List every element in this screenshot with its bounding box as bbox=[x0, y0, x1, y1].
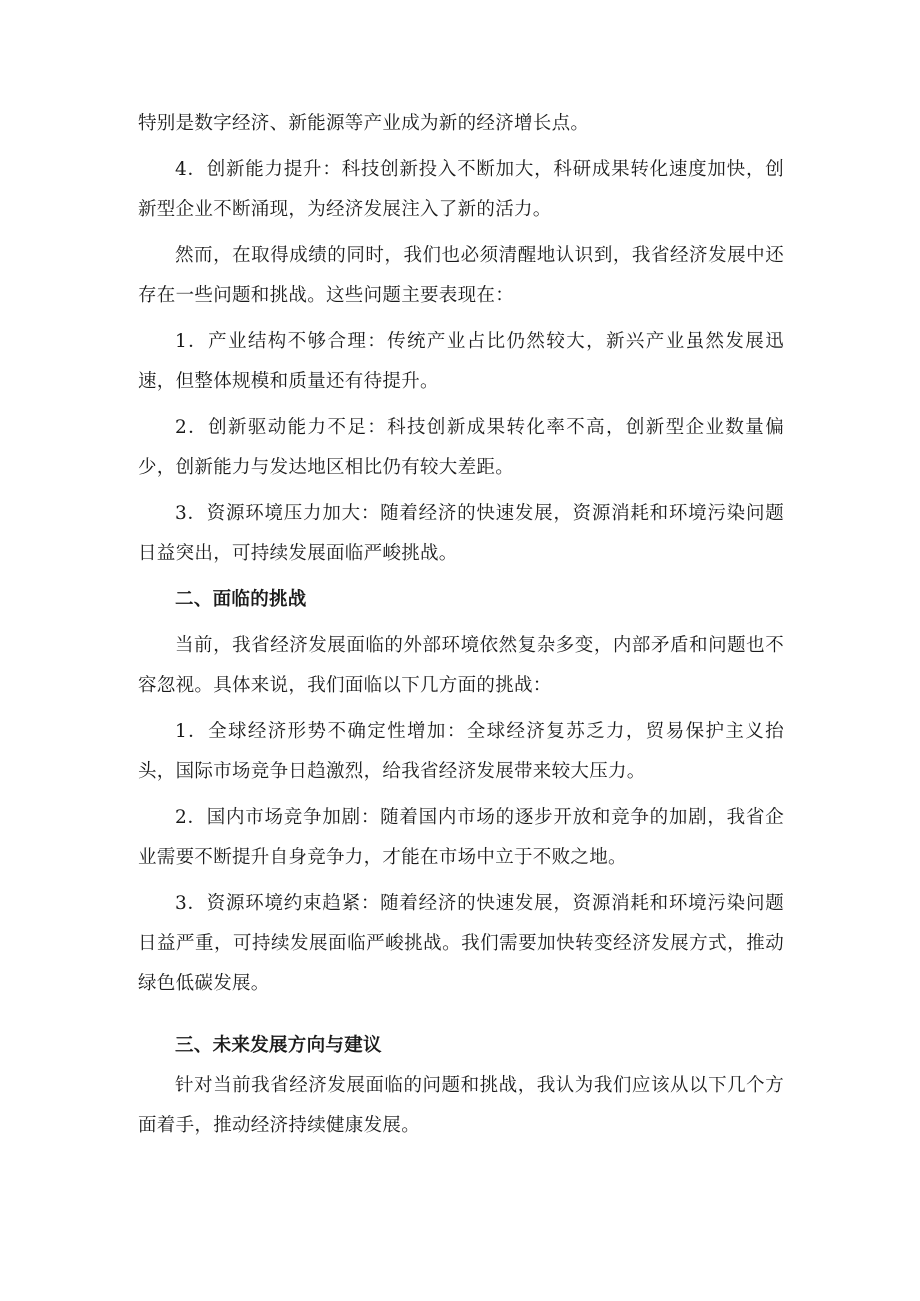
paragraph-resource-pressure: 3．资源环境压力加大：随着经济的快速发展，资源消耗和环境污染问题日益突出，可持续发展面临严峻挑战。 bbox=[138, 503, 784, 564]
paragraph-industry-structure: 1．产业结构不够合理：传统产业占比仍然较大，新兴产业虽然发展迅速，但整体规模和质量还有待提升。 bbox=[138, 331, 784, 392]
paragraph-current-situation: 当前，我省经济发展面临的外部环境依然复杂多变，内部矛盾和问题也不容忽视。具体来说，我们面临以下几方面的挑战： bbox=[138, 635, 784, 696]
paragraph-however: 然而，在取得成绩的同时，我们也必须清醒地认识到，我省经济发展中还存在一些问题和挑战。这些问题主要表现在： bbox=[138, 245, 784, 306]
paragraph-global-economy: 1．全球经济形势不确定性增加：全球经济复苏乏力，贸易保护主义抬头，国际市场竞争日趋激烈，给我省经济发展带来较大压力。 bbox=[138, 721, 784, 782]
section-heading-future-direction: 三、未来发展方向与建议 bbox=[175, 1035, 382, 1056]
paragraph-recommendations-intro: 针对当前我省经济发展面临的问题和挑战，我认为我们应该从以下几个方面着手，推动经济持续健康发展。 bbox=[138, 1075, 784, 1136]
paragraph-domestic-competition: 2．国内市场竞争加剧：随着国内市场的逐步开放和竞争的加剧，我省企业需要不断提升自身竞争力，才能在市场中立于不败之地。 bbox=[138, 807, 784, 868]
paragraph-resource-constraints: 3．资源环境约束趋紧：随着经济的快速发展，资源消耗和环境污染问题日益严重，可持续发展面临严峻挑战。我们需要加快转变经济发展方式，推动绿色低碳发展。 bbox=[138, 893, 784, 994]
document-page bbox=[138, 104, 784, 1146]
section-heading-challenges: 二、面临的挑战 bbox=[175, 589, 307, 610]
paragraph-innovation-improvement: 4．创新能力提升：科技创新投入不断加大，科研成果转化速度加快，创新型企业不断涌现，为经济发展注入了新的活力。 bbox=[138, 159, 784, 220]
paragraph-continuation: 特别是数字经济、新能源等产业成为新的经济增长点。 bbox=[138, 113, 590, 134]
paragraph-innovation-drive: 2．创新驱动能力不足：科技创新成果转化率不高，创新型企业数量偏少，创新能力与发达地区相比仍有较大差距。 bbox=[138, 417, 784, 478]
